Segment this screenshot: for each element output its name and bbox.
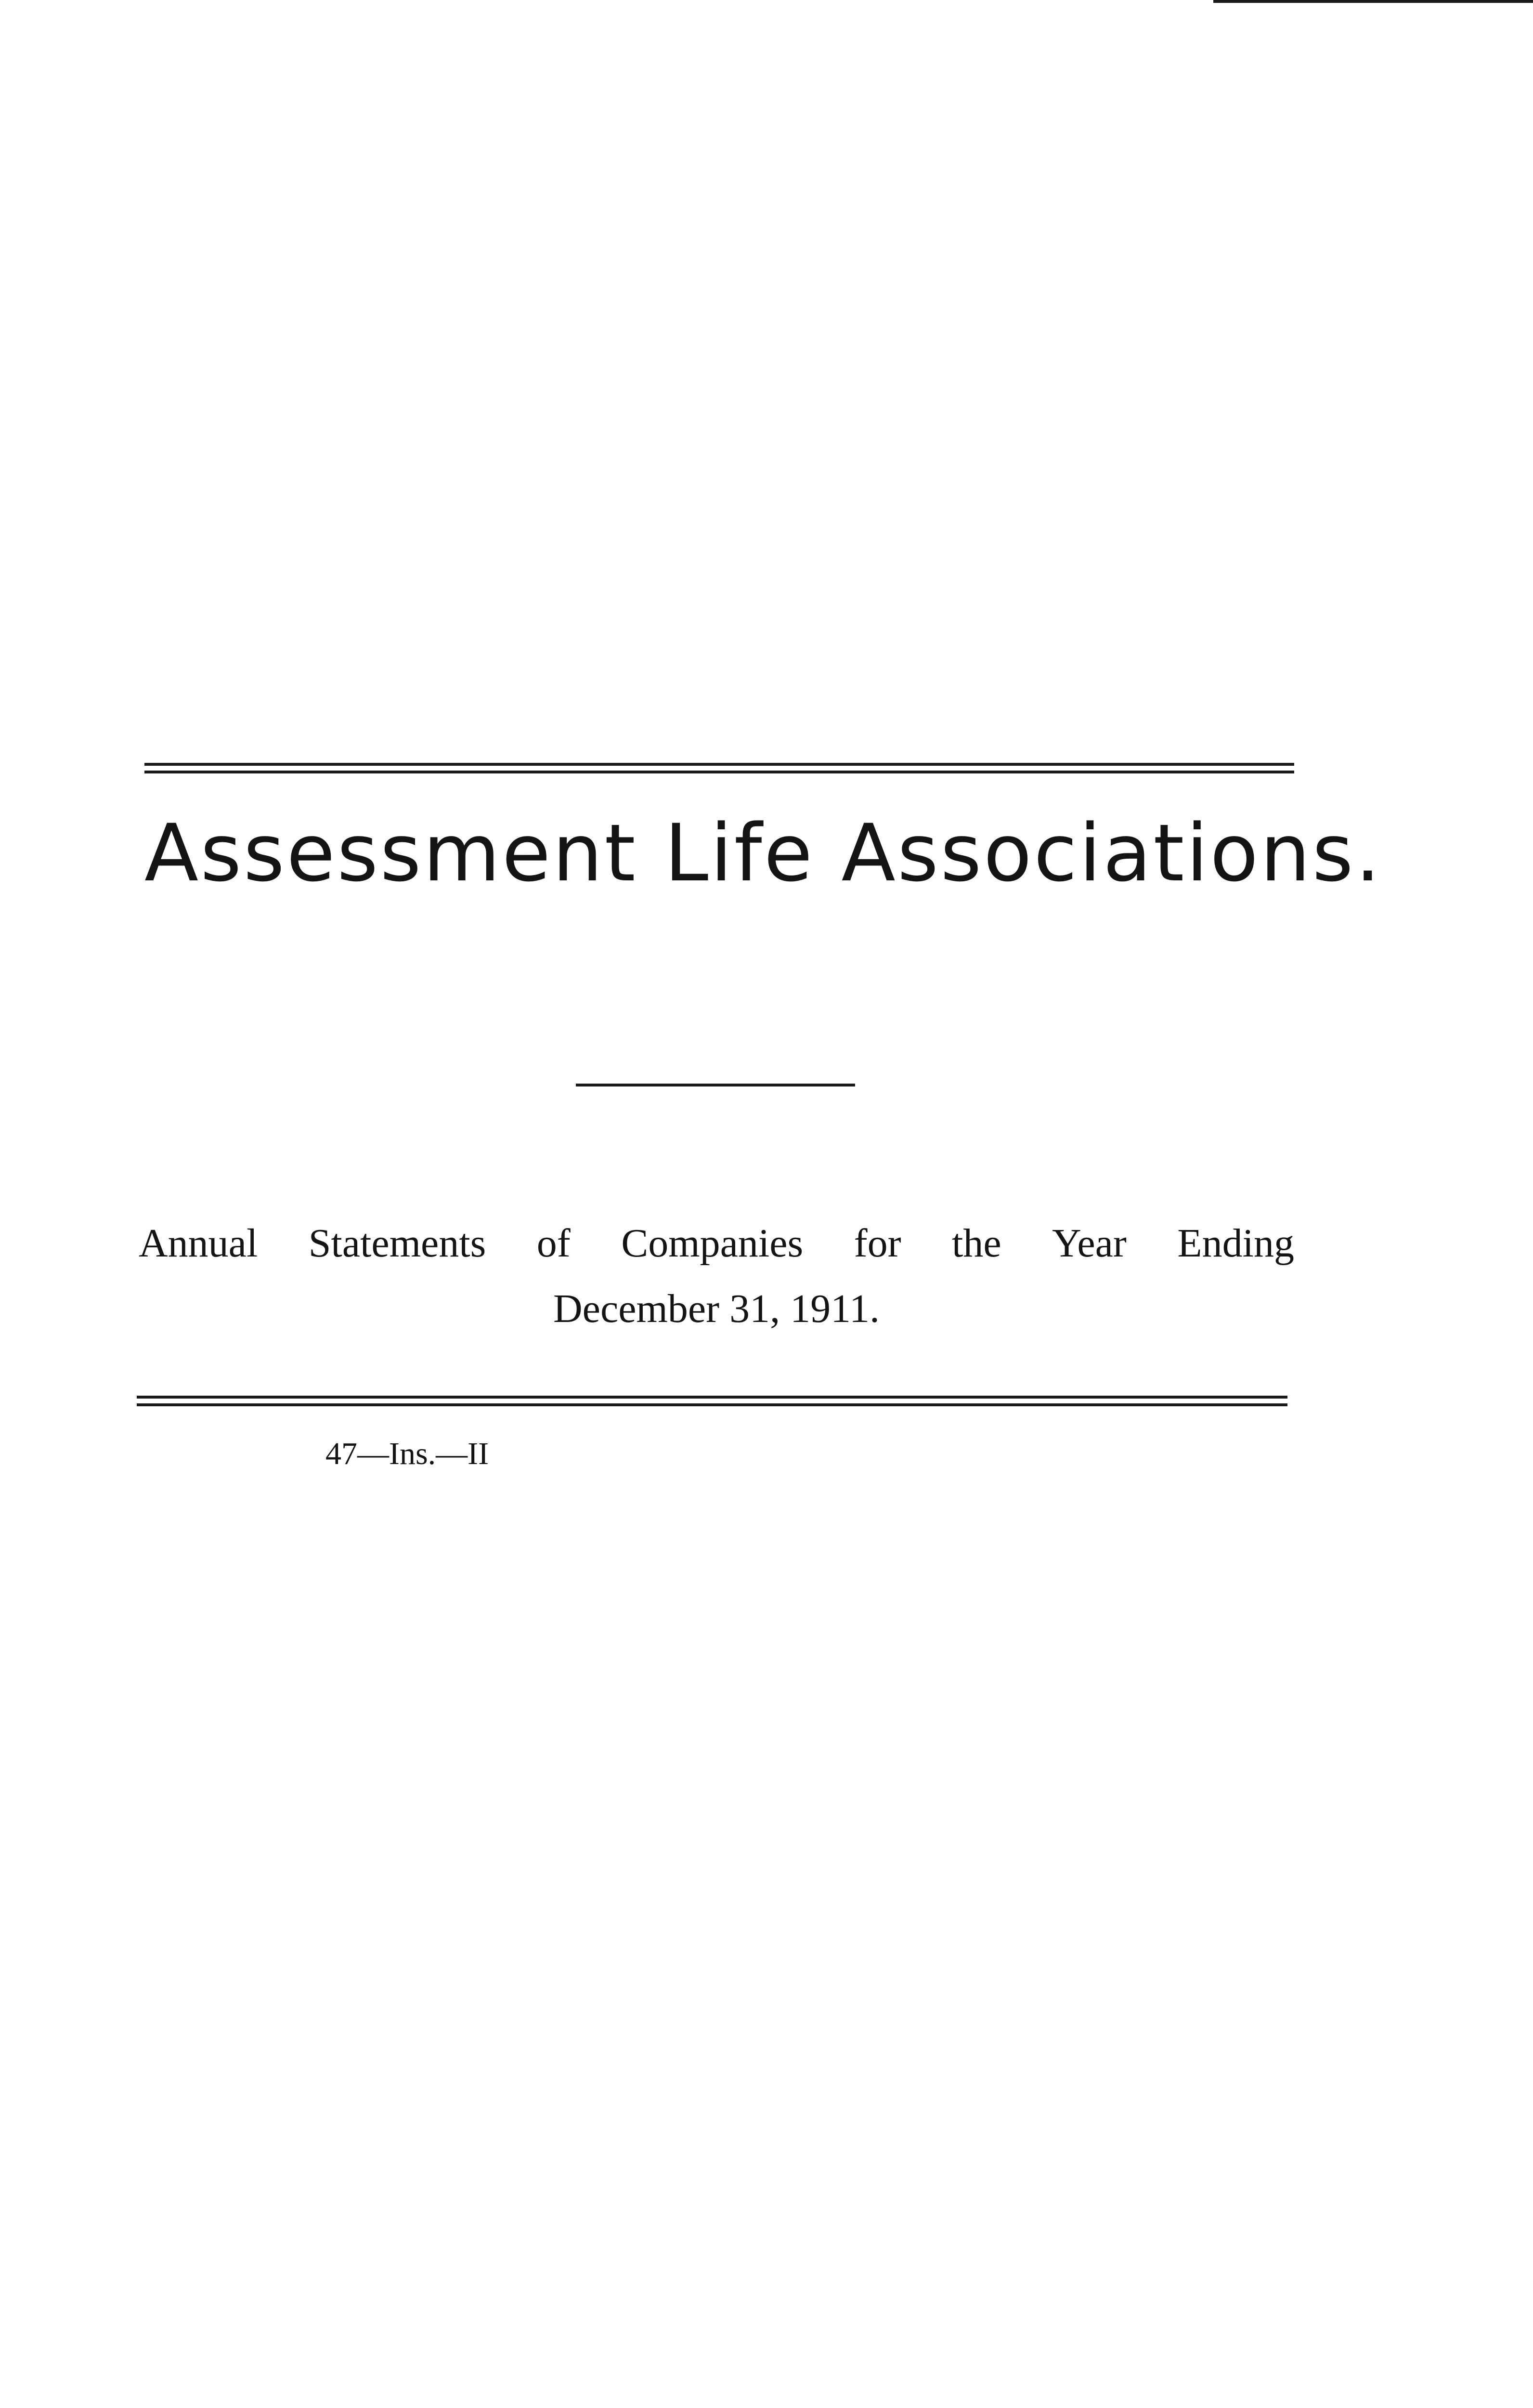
subtitle-word: the — [952, 1221, 1001, 1266]
title-rule-top — [144, 763, 1294, 773]
subtitle-word: Companies — [621, 1221, 804, 1266]
subtitle-line-1 — [139, 1223, 1294, 1264]
subtitle-word: Year — [1052, 1221, 1127, 1266]
subtitle-word: Statements — [308, 1221, 486, 1266]
subtitle-line-2: December 31, 1911. — [553, 1286, 880, 1331]
subtitle-word: of — [536, 1221, 571, 1266]
scan-edge-top — [1213, 0, 1533, 3]
subtitle-word: for — [854, 1221, 901, 1266]
subtitle-word: Annual — [139, 1221, 258, 1266]
subtitle-word: Ending — [1177, 1221, 1294, 1266]
section-divider — [576, 1084, 855, 1086]
page-title: Assessment Life Associations. — [144, 807, 1382, 899]
title-rule-bottom — [137, 1396, 1287, 1406]
signature-mark: 47—Ins.—II — [325, 1436, 489, 1471]
